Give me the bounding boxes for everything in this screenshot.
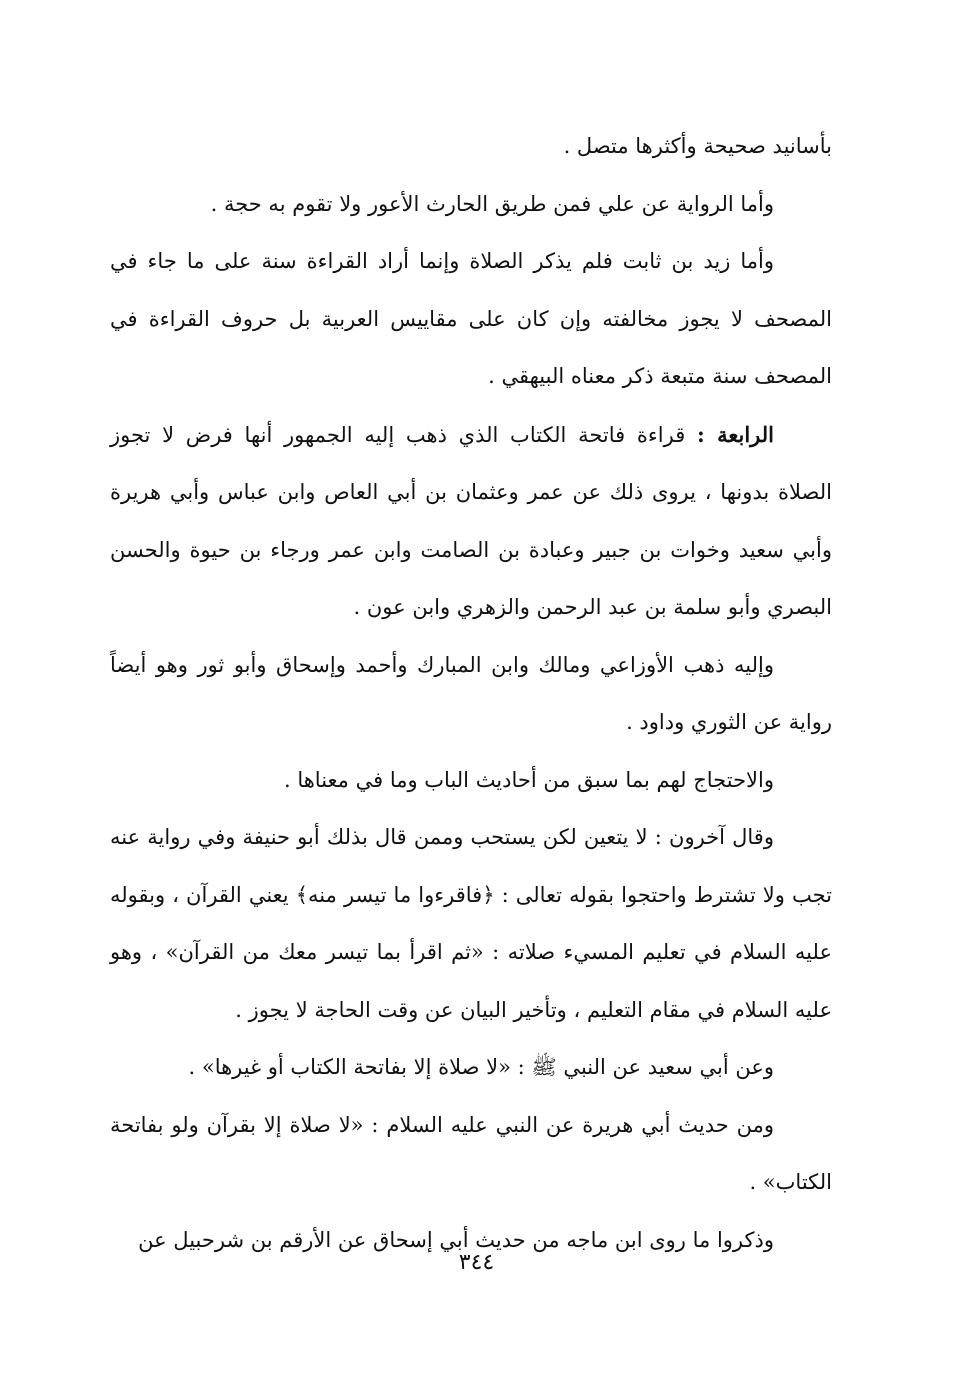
paragraph-awzai-malik: وإليه ذهب الأوزاعي ومالك وابن المبارك وأحمد وإسحاق وأبو ثور وهو أيضاً رواية عن الثوري وداود . — [110, 652, 832, 734]
paragraph-others-opinion: وقال آخرون : لا يتعين لكن يستحب وممن قال بذلك أبو حنيفة وفي رواية عنه تجب ولا تشترط واحتجوا بقوله تعالى : ﴿فاقرءوا ما تيسر منه﴾ يعني القرآن ، وبقوله عليه السلام في تعليم المسيء صلاته : «ثم اقرأ بما تيسر معك من القرآن» ، وهو عليه السلام في مقام التعليم ، وتأخير البيان عن وقت الحاجة لا يجوز . — [110, 825, 832, 1022]
fourth-issue-text: قراءة فاتحة الكتاب الذي ذهب إليه الجمهور أنها فرض لا تجوز الصلاة بدونها ، يروى ذلك عن عمر وعثمان بن أبي العاص وابن عباس وأبي هريرة وأبي سعيد وخوات بن جبير وعبادة بن الصامت وابن عمر ورجاء بن حيوة والحسن البصري وأبو سلمة بن عبد الرحمن والزهري وابن عون . — [110, 422, 832, 619]
page-number: ٣٤٤ — [458, 1250, 495, 1275]
paragraph-abu-said-hadith: وعن أبي سعيد عن النبي ﷺ : «لا صلاة إلا بفاتحة الكتاب أو غيرها» . — [188, 1055, 774, 1079]
paragraph-abu-hurayra-hadith: ومن حديث أبي هريرة عن النبي عليه السلام : «لا صلاة إلا بقرآن ولو بفاتحة الكتاب» . — [110, 1112, 832, 1194]
body-text — [110, 118, 832, 1269]
paragraph-ibn-majah: وذكروا ما روى ابن ماجه من حديث أبي إسحاق عن الأرقم بن شرحبيل عن — [138, 1227, 774, 1252]
paragraph-continuation: بأسانيد صحيحة وأكثرها متصل . — [563, 134, 832, 158]
paragraph-zayd-ibn-thabit: وأما زيد بن ثابت فلم يذكر الصلاة وإنما أراد القراءة سنة على ما جاء في المصحف لا يجوز مخالفته وإن كان على مقاييس العربية بل حروف القراءة في المصحف سنة متبعة ذكر معناه البيهقي . — [110, 249, 832, 388]
fourth-issue-heading: الرابعة : — [697, 421, 774, 447]
paragraph-ali-narration: وأما الرواية عن علي فمن طريق الحارث الأعور ولا تقوم به حجة . — [210, 191, 774, 216]
paragraph-evidence: والاحتجاج لهم بما سبق من أحاديث الباب وما في معناها . — [283, 767, 774, 792]
paragraph-fourth-issue — [110, 406, 832, 637]
